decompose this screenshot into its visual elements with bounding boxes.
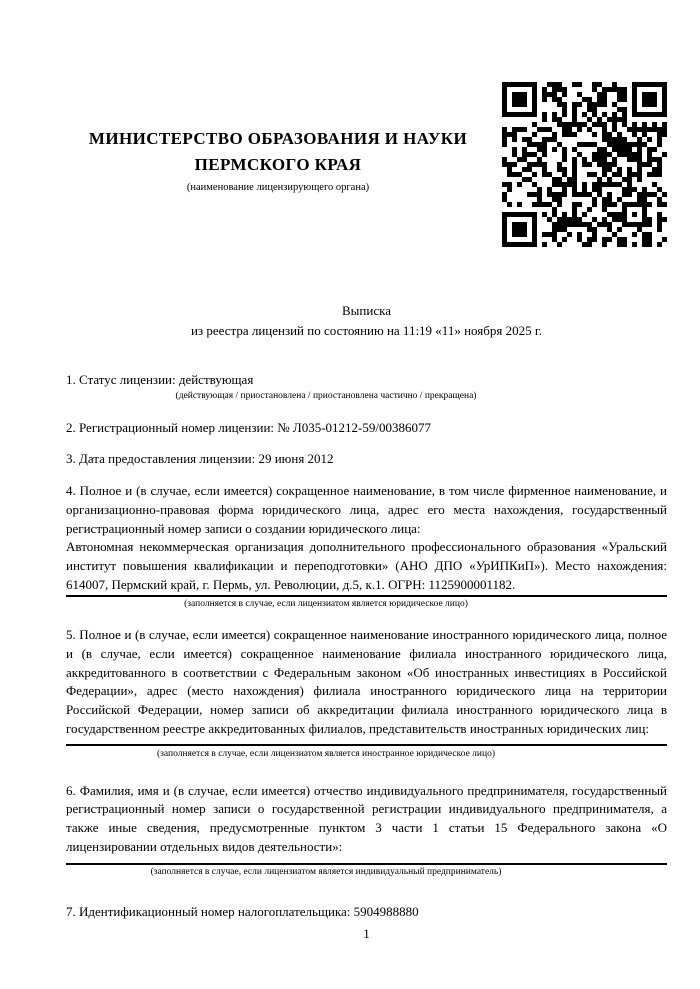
field-registration-number: 2. Регистрационный номер лицензии: № Л035-01212-59/00386077 xyxy=(66,419,432,435)
field-individual-entrepreneur-hint: (заполняется в случае, если лицензиатом является индивидуальный предприниматель) xyxy=(150,867,502,878)
field-legal-entity-value: Автономная некоммерческая организация дополнительного профессионального образования «Уральский институт повышения квалификации и переподготовки» (АНО ДПО «УрИПКиП»). Место нахождения: 614007, Пермский край, г. Пермь, ул. Революции, д.5, к.1. ОГРН: 1125900001182. xyxy=(66,539,667,592)
page-number: 1 xyxy=(363,926,370,941)
ministry-name-line2: ПЕРМСКОГО КРАЯ xyxy=(194,155,362,174)
field-foreign-entity-label: 5. Полное и (в случае, если имеется) сокращенное наименование иностранного юридического лица, полное и (в случае, если имеется) сокращенное наименование филиала иностранного юридического лица, аккредитованного в соответствии с Федеральным законом «Об иностранных инвестициях в Российской Федерации», адрес (место нахождения) филиала иностранного юридического лица на территории Российской Федерации, номер записи об аккредитации филиала иностранного юридического лица в государственном реестре аккредитованных филиалов, представительств иностранных юридических лиц: xyxy=(66,627,667,736)
qr-code-icon xyxy=(502,82,667,247)
individual-entrepreneur-fill-line xyxy=(66,863,667,865)
field-license-status: 1. Статус лицензии: действующая xyxy=(66,372,254,387)
field-grant-date: 3. Дата предоставления лицензии: 29 июня 2012 xyxy=(66,451,334,467)
field-legal-entity-hint: (заполняется в случае, если лицензиатом является юридическое лицо) xyxy=(184,599,468,610)
document-title-line2: из реестра лицензий по состоянию на 11:19 «11» ноября 2025 г. xyxy=(191,323,542,338)
field-individual-entrepreneur-label: 6. Фамилия, имя и (в случае, если имеется) отчество индивидуального предпринимателя, государственный регистрационный номер записи о государственной регистрации индивидуального предпринимателя, а также иные сведения, предусмотренные пунктом 3 части 1 статьи 15 Федерального закона «О лицензировании отдельных видов деятельности»: xyxy=(66,782,667,854)
ministry-name-line1: МИНИСТЕРСТВО ОБРАЗОВАНИЯ И НАУКИ xyxy=(88,129,468,148)
field-license-status-hint: (действующая / приостановлена / приостановлена частично / прекращена) xyxy=(175,390,477,401)
field-taxpayer-number: 7. Идентификационный номер налогоплательщика: 5904988880 xyxy=(66,904,419,920)
ministry-caption: (наименование лицензирующего органа) xyxy=(186,182,370,193)
field-legal-entity-label: 4. Полное и (в случае, если имеется) сокращенное наименование, в том числе фирменное наименование, и организационно-правовая форма юридического лица, адрес его места нахождения, государственный регистрационный номер записи о создании юридического лица: xyxy=(66,483,667,536)
field-foreign-entity-hint: (заполняется в случае, если лицензиатом является иностранное юридическое лицо) xyxy=(157,748,495,759)
legal-entity-fill-line xyxy=(66,595,667,597)
document-title-line1: Выписка xyxy=(342,303,391,318)
foreign-entity-fill-line xyxy=(66,744,667,746)
document-title xyxy=(66,301,667,341)
ministry-header xyxy=(66,126,490,194)
